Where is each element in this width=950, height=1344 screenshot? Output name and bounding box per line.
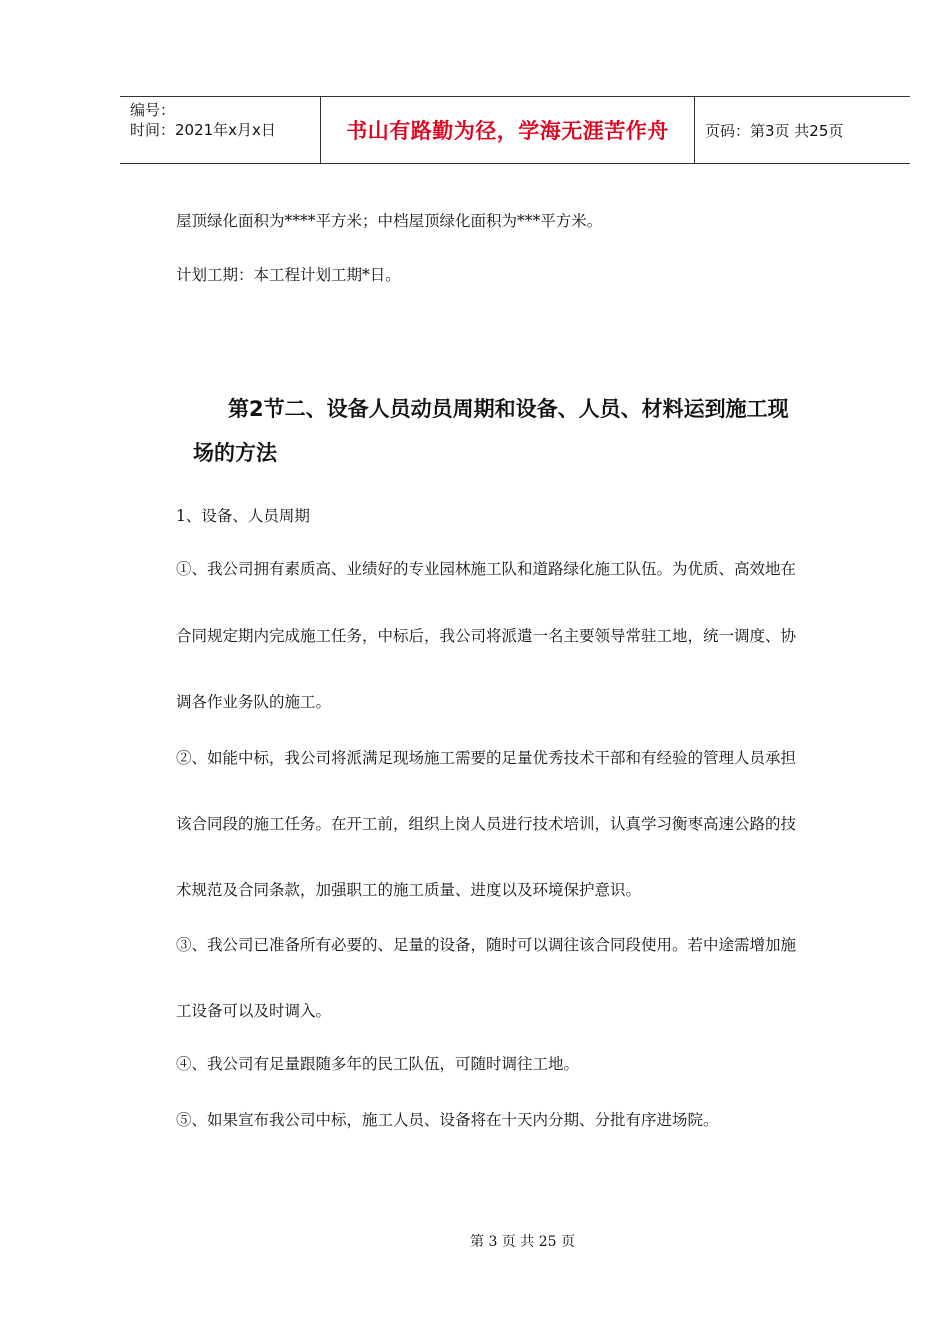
paragraph-line: 该合同段的施工任务。在开工前，组织上岗人员进行技术培训，认真学习衡枣高速公路的技 [176, 815, 797, 833]
header-middle-cell [321, 97, 695, 163]
header-left-cell [120, 97, 321, 163]
footer-page-number: 第 3 页 共 25 页 [470, 1234, 575, 1250]
subheading: 1、设备、人员周期 [176, 507, 310, 525]
paragraph-line: ④、我公司有足量跟随多年的民工队伍，可随时调往工地。 [176, 1055, 580, 1073]
serial-number-label: 编号： [130, 101, 176, 119]
header-motto: 书山有路勤为径，学海无涯苦作舟 [346, 119, 669, 143]
paragraph-line: ③、我公司已准备所有必要的、足量的设备，随时可以调往该合同段使用。若中途需增加施 [176, 936, 797, 954]
body-line-schedule: 计划工期：本工程计划工期*日。 [176, 266, 401, 284]
paragraph-line: ①、我公司拥有素质高、业绩好的专业园林施工队和道路绿化施工队伍。为优质、高效地在 [176, 560, 797, 578]
header-page-number: 页码：第3页 共25页 [705, 121, 844, 140]
section-heading-line1: 第2节二、设备人员动员周期和设备、人员、材料运到施工现 [228, 397, 789, 421]
page-header [120, 96, 910, 164]
paragraph-line: ⑤、如果宣布我公司中标，施工人员、设备将在十天内分期、分批有序进场院。 [176, 1111, 719, 1129]
header-right-cell [695, 97, 910, 163]
time-label: 时间：2021年x月x日 [130, 121, 276, 139]
body-line-roof-area: 屋顶绿化面积为****平方米；中档屋顶绿化面积为***平方米。 [176, 212, 603, 230]
section-heading-line2: 场的方法 [193, 441, 277, 465]
paragraph-line: 工设备可以及时调入。 [176, 1002, 332, 1020]
paragraph-line: 术规范及合同条款，加强职工的施工质量、进度以及环境保护意识。 [176, 881, 642, 899]
paragraph-line: 合同规定期内完成施工任务，中标后，我公司将派遣一名主要领导常驻工地，统一调度、协 [176, 627, 797, 645]
paragraph-line: ②、如能中标，我公司将派满足现场施工需要的足量优秀技术干部和有经验的管理人员承担 [176, 749, 797, 767]
paragraph-line: 调各作业务队的施工。 [176, 693, 332, 711]
